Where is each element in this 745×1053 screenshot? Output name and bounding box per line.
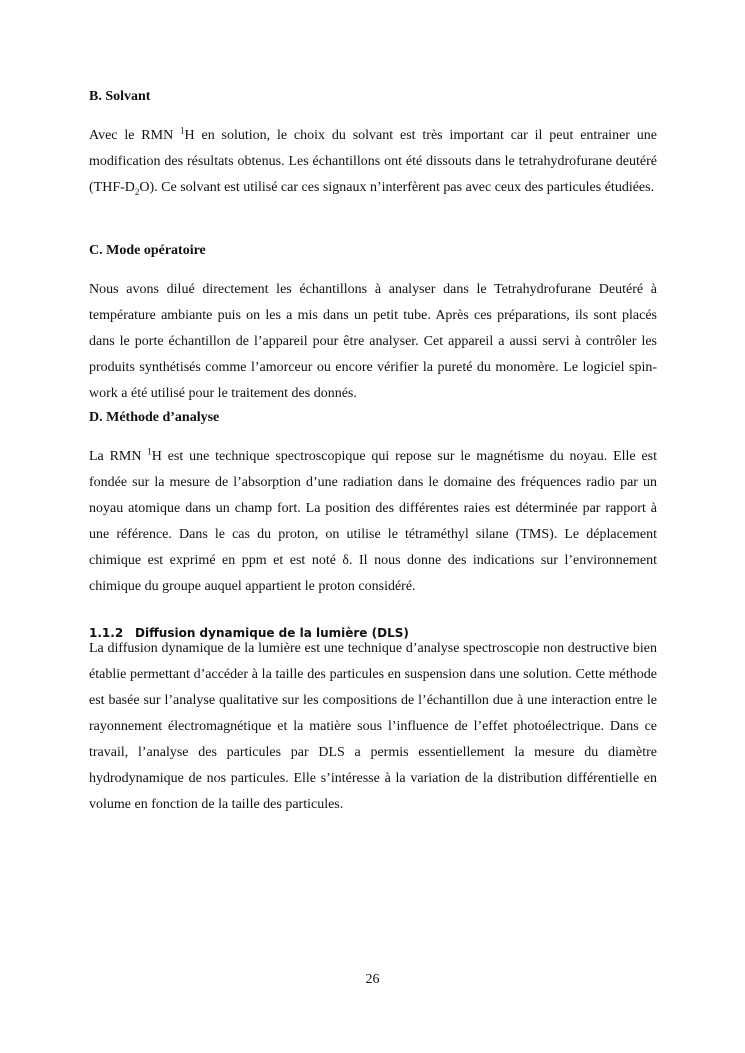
text-run: O). Ce solvant est utilisé car ces signaux n’interfèrent pas avec ceux des particules étudiées. xyxy=(139,180,655,195)
section-c-paragraph: Nous avons dilué directement les échantillons à analyser dans le Tetrahydrofurane Deutéré à température ambiante puis on les a mis dans un petit tube. Après ces préparations, ils sont placés dans le porte échantillon de l’appareil pour être analyser. Cet appareil a aussi servi à contrôler les produits synthétisés comme l’amorceur ou encore vérifier la pureté du monomère. Le logiciel spin-work a été utilisé pour le traitement des donnés. xyxy=(89,282,657,401)
section-b-heading: B. Solvant xyxy=(89,89,151,104)
text-run: H est une technique spectroscopique qui repose sur le magnétisme du noyau. Elle est fondée sur la mesure de l’absorption d’une radiation dans le domaine des fréquences radio par un noyau atomique dans un champ fort. La position des différentes raies est déterminée par rapport à une référence. Dans le cas du proton, on utilise le tétraméthyl silane (TMS). Le déplacement chimique est exprimé en ppm et est noté δ. Il nous donne des indications sur l’environnement chimique du groupe auquel appartient le proton considéré. xyxy=(89,449,657,594)
text-run: H en solution, le choix du solvant est très important car il peut entrainer une modification des résultats obtenus. Les échantillons ont été dissouts dans le tetrahydrofurane deutéré (THF-D xyxy=(89,128,658,195)
subscript: 2 xyxy=(134,186,140,197)
section-b-paragraph xyxy=(89,123,657,201)
text-run: La RMN xyxy=(89,449,148,464)
text-run: Avec le RMN xyxy=(89,128,181,143)
page-number: 26 xyxy=(365,972,380,987)
section-number: 1.1.2 xyxy=(89,626,124,640)
section-title: Diffusion dynamique de la lumière (DLS) xyxy=(135,626,409,640)
section-d-heading: D. Méthode d’analyse xyxy=(89,410,220,425)
superscript: 1 xyxy=(180,125,185,136)
section-1-1-2-paragraph: La diffusion dynamique de la lumière est une technique d’analyse spectroscopie non destructive bien établie permettant d’accéder à la taille des particules en suspension dans une solution. Cette méthode est basée sur l’analyse qualitative sur les compositions de l’échantillon due à une interaction entre le rayonnement électromagnétique et la matière sous l’influence de l’effet photoélectrique. Dans ce travail, l’analyse des particules par DLS a permis essentiellement la mesure du diamètre hydrodynamique de nos particules. Elle s’intéresse à la variation de la distribution différentielle en volume en fonction de la taille des particules. xyxy=(89,641,657,812)
section-c-heading: C. Mode opératoire xyxy=(89,243,206,258)
superscript: 1 xyxy=(147,446,152,457)
section-d-paragraph xyxy=(89,444,657,600)
